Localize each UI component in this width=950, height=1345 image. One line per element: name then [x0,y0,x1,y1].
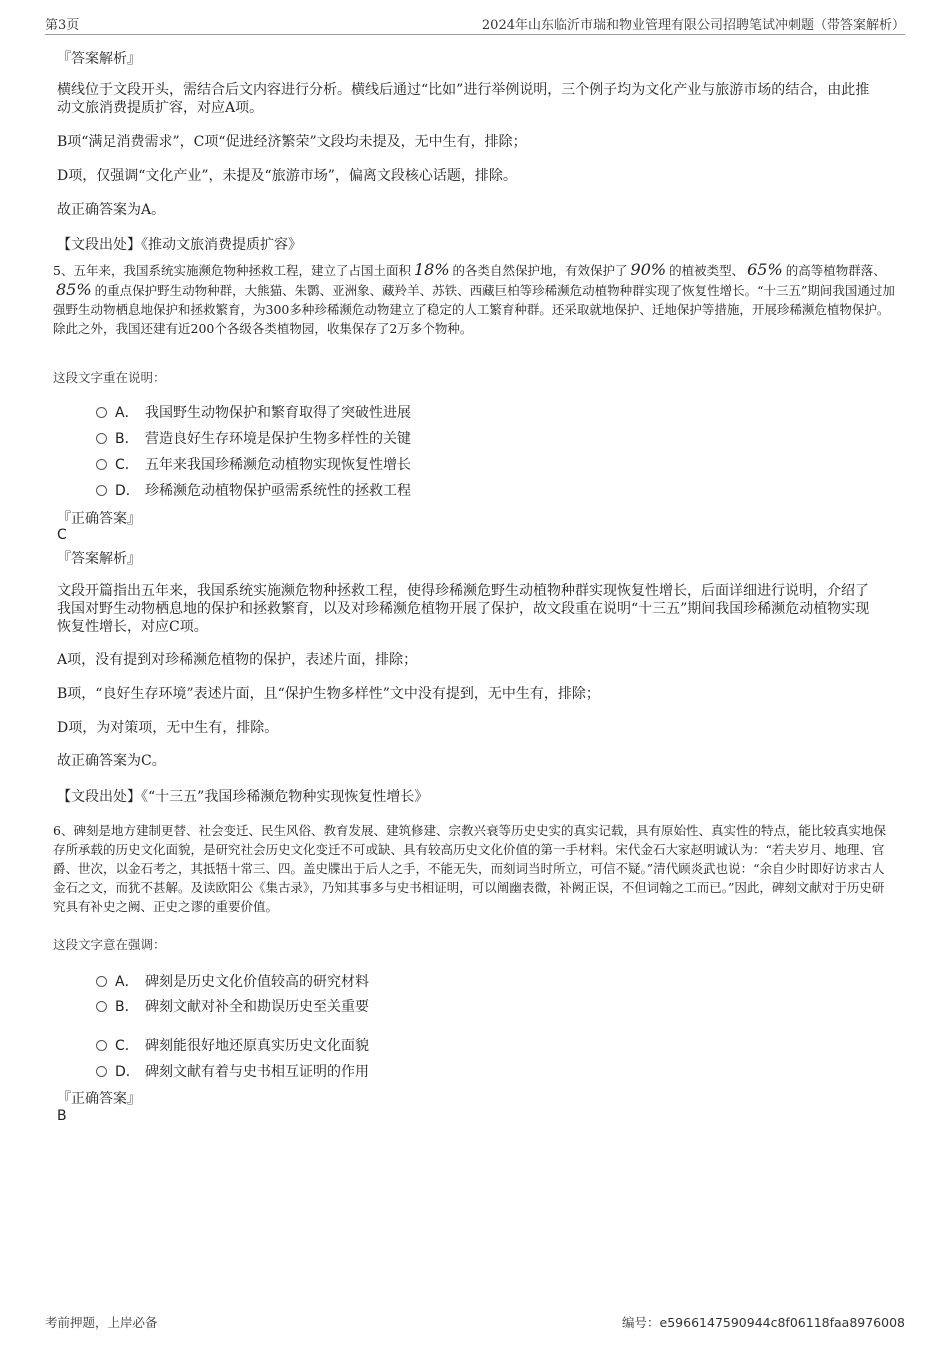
q6-option-b[interactable]: B． 碑刻文献对补全和勘误历史至关重要 [96,996,369,1016]
radio-icon[interactable] [96,485,107,496]
q6-option-c[interactable]: C． 碑刻能很好地还原真实历史文化面貌 [96,1035,369,1055]
q5-analysis-para-1: 文段开篇指出五年来，我国系统实施濒危物种拯救工程，使得珍稀濒危野生动植物种群实现恢复性增长，后面详细进行说明，介绍了我国对野生动物栖息地的保护和拯救繁育，以及对珍稀濒危植物开展了保护，故文段重在说明“十三五”期间我国珍稀濒危动植物实现恢复性增长，对应C项。 [57,583,870,635]
radio-icon[interactable] [96,976,107,987]
q5-analysis-label: 『答案解析』 [57,551,141,567]
q5-answer-label: 『正确答案』 [57,511,141,527]
radio-icon[interactable] [96,1066,107,1077]
q5-question-text: 5、五年来，我国系统实施濒危物种拯救工程，建立了占国土面积 18% 的各类自然保护地，有效保护了 90% 的植被类型、 65% 的高等植物群落、85% 的重点保护野生动物种群，大熊猫、朱鹮、亚洲象、藏羚羊、苏铁、西藏巨柏等珍稀濒危动植物种群实现了恢复性增长。“十三五”期间我国通过加强野生动物栖息地保护和拯救繁育，为300多种珍稀濒危动物建立了稳定的人工繁育种群。还采取就地保护、迁地保护等措施，开展珍稀濒危植物保护。除此之外，我国还建有近200个各级各类植物园，收集保存了2万多个物种。 [53,260,895,336]
page-number: 第3页 [45,18,80,33]
radio-icon[interactable] [96,459,107,470]
q5-analysis-para-3: B项，“良好生存环境”表述片面，且“保护生物多样性”文中没有提到，无中生有，排除； [57,686,600,702]
q4-analysis-para-1: 横线位于文段开头，需结合后文内容进行分析。横线后通过“比如”进行举例说明，三个例子均为文化产业与旅游市场的结合，由此推动文旅消费提质扩容，对应A项。 [57,82,870,116]
radio-icon[interactable] [96,407,107,418]
q5-option-c[interactable]: C． 五年来我国珍稀濒危动植物实现恢复性增长 [96,454,411,474]
radio-icon[interactable] [96,1001,107,1012]
q5-percent-90: 90% [630,260,667,279]
q5-conclusion: 故正确答案为C。 [57,753,166,769]
q5-option-a[interactable]: A． 我国野生动物保护和繁育取得了突破性进展 [96,402,411,422]
q5-analysis-para-4: D项，为对策项，无中生有，排除。 [57,720,279,736]
q6-option-d[interactable]: D． 碑刻文献有着与史书相互证明的作用 [96,1061,369,1081]
q4-analysis-label: 『答案解析』 [57,51,141,67]
q5-answer: C [57,527,67,543]
document-title: 2024年山东临沂市瑞和物业管理有限公司招聘笔试冲刺题（带答案解析） [481,18,905,33]
radio-icon[interactable] [96,433,107,444]
q4-analysis-para-3: D项，仅强调“文化产业”，未提及“旅游市场”，偏离文段核心话题，排除。 [57,168,517,184]
q4-conclusion: 故正确答案为A。 [57,202,166,218]
q5-option-d[interactable]: D． 珍稀濒危动植物保护亟需系统性的拯救工程 [96,480,411,500]
q5-percent-65: 65% [747,260,783,279]
q6-answer-label: 『正确答案』 [57,1091,141,1107]
q6-question-text: 6、碑刻是地方建制更替、社会变迁、民生风俗、教育发展、建筑修建、宗教兴衰等历史史实的真实记载，具有原始性、真实性的特点，能比较真实地保存所承载的历史文化面貌，是研究社会历史文化变迁不可或缺、具有较高历史文化价值的第一手材料。宋代金石大家赵明诚认为：“若夫岁月、地理、官爵、世次，以金石考之，其抵牾十常三、四。盖史牒出于后人之手，不能无失，而刻词当时所立，可信不疑。”清代顾炎武也说：“余自少时即好访求古人金石之文，而犹不甚解。及读欧阳公《集古录》，乃知其事多与史书相证明，可以阐幽表微，补阙正误，不但词翰之工而已。”因此，碑刻文献对于历史研究具有补史之阙、正史之谬的重要价值。 [53,823,886,914]
radio-icon[interactable] [96,1040,107,1051]
q5-percent-85: 85% [56,280,92,299]
footer-slogan: 考前押题，上岸必备 [45,1315,158,1330]
q4-analysis-para-2: B项“满足消费需求”，C项“促进经济繁荣”文段均未提及，无中生有，排除； [57,134,527,150]
q5-source: 【文段出处】《“十三五”我国珍稀濒危物种实现恢复性增长》 [57,789,429,805]
q5-stem: 这段文字重在说明： [53,370,166,385]
q6-answer: B [57,1108,67,1124]
q5-percent-18: 18% [413,260,450,279]
q5-option-b[interactable]: B． 营造良好生存环境是保护生物多样性的关键 [96,428,411,448]
q5-analysis-para-2: A项，没有提到对珍稀濒危植物的保护，表述片面，排除； [57,652,418,668]
q6-stem: 这段文字意在强调： [53,937,166,952]
page-header [45,14,905,35]
document-id: 编号：e5966147590944c8f06118faa8976008 [622,1315,905,1330]
q4-source: 【文段出处】《推动文旅消费提质扩容》 [57,237,302,253]
q6-option-a[interactable]: A． 碑刻是历史文化价值较高的研究材料 [96,971,369,991]
